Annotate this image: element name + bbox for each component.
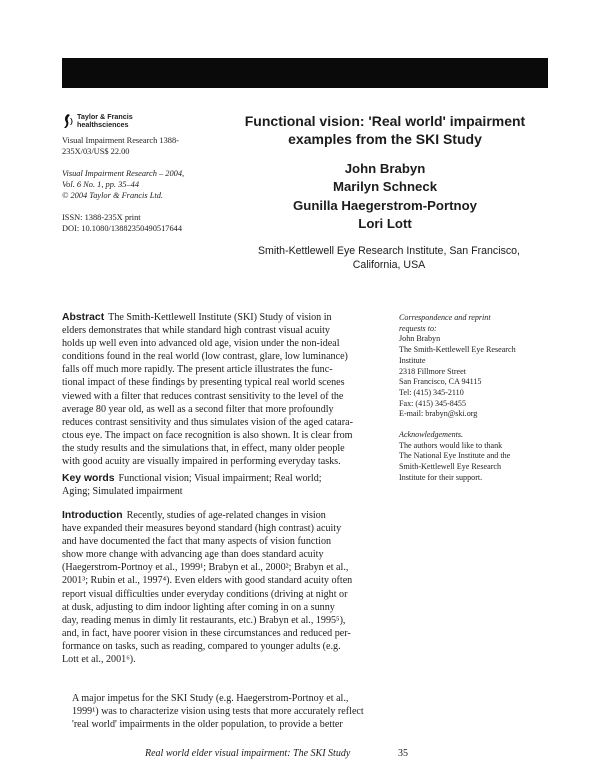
publisher-name: Taylor & Francis bbox=[77, 112, 133, 121]
author: Marilyn Schneck bbox=[332, 179, 438, 195]
journal-code-line: 235X/03/US$ 22.00 bbox=[62, 147, 130, 156]
citation-line: Vol. 6 No. 1, pp. 35–44 bbox=[62, 180, 140, 189]
address-line: John Brabyn bbox=[399, 334, 441, 344]
citation-line: Visual Impairment Research – 2004, bbox=[62, 169, 185, 178]
address-line: Fax: (415) 345-8455 bbox=[399, 398, 466, 408]
header-black-bar bbox=[62, 58, 548, 88]
address-line: San Francisco, CA 94115 bbox=[399, 377, 482, 387]
issn: ISSN: 1388-235X print bbox=[62, 213, 141, 222]
title-line: Functional vision: 'Real world' impairment bbox=[244, 113, 526, 129]
email-line: E-mail: brabyn@ski.org bbox=[399, 409, 478, 419]
acknowledgements-line: The National Eye Institute and the bbox=[399, 451, 511, 461]
title-line: examples from the SKI Study bbox=[288, 131, 482, 147]
taylor-francis-logo-icon bbox=[62, 113, 74, 129]
correspondence-label: requests to: bbox=[399, 323, 437, 333]
affiliation bbox=[240, 245, 538, 272]
author: John Brabyn bbox=[344, 161, 426, 176]
introduction-paragraph-2: A major impetus for the SKI Study (e.g. Haegerstrom-Portnoy et al., 1999¹) was to characterize vision using tests that more accurately reflect 'real world' impairments in the older population, to provide a better bbox=[72, 693, 364, 731]
abstract-heading: Abstract bbox=[62, 312, 105, 323]
publisher-info bbox=[62, 113, 212, 234]
publisher-logo bbox=[62, 113, 212, 129]
address-line: 2318 Fillmore Street bbox=[399, 366, 466, 376]
citation-line: © 2004 Taylor & Francis Ltd. bbox=[62, 191, 163, 200]
doi: DOI: 10.1080/13882350490517644 bbox=[62, 224, 183, 233]
keywords-heading: Key words bbox=[62, 473, 115, 484]
running-footer: Real world elder visual impairment: The SKI Study bbox=[145, 748, 351, 759]
abstract: Abstract The Smith-Kettlewell Institute (SKI) Study of vision in elders demonstrates that while standard high contrast visual acuity holds up well even into advanced old age, vision under the non-ideal conditions found in the real world (low contrast, glare, low luminance) falls off much more rapidly. The present article illustrates the func- tional impact of these findings by presenting typical real world scenes viewed with a filter that reduces contrast sensitivity to the level of the average 80 year old, as well as a second filter that more profoundly reduces contrast sensitivity and thus simulates vision of the aged catara- ctous eye. The impact on face recognition is also shown. It is clear from the study results and the simulations that, in effect, many older people with good acuity are visually impaired in performing everyday tasks. bbox=[62, 312, 353, 468]
affiliation-line: California, USA bbox=[352, 258, 426, 271]
author: Lori Lott bbox=[358, 215, 412, 231]
address-line: The Smith-Kettlewell Eye Research bbox=[399, 345, 516, 355]
keywords: Key words Functional vision; Visual impairment; Real world; Aging; Simulated impairment bbox=[62, 473, 322, 498]
journal-code-line: Visual Impairment Research 1388- bbox=[62, 136, 179, 145]
publisher-division: healthsciences bbox=[77, 120, 129, 129]
author-list bbox=[225, 160, 545, 233]
acknowledgements-line: Institute for their support. bbox=[399, 472, 483, 482]
acknowledgements-line: The authors would like to thank bbox=[399, 440, 503, 450]
introduction: Introduction Recently, studies of age-related changes in vision have expanded their measures beyond standard (high contrast) acuity and have documented the fact that many aspects of vision function show more change with advancing age than does standard acuity (Haegerstrom-Portnoy et al., 1999¹; Brabyn et al., 2000²; Brabyn et al., 2001³; Rubin et al., 1997⁴). Even elders with good standard acuity often report visual difficulties under everyday conditions (driving at night or at dusk, adjusting to dim indoor lighting after coming in on a sunny day, reading menus in dimly lit restaurants, etc.) Brabyn et al., 1995⁵), and, in fact, have poorer vision in these circumstances and reduced per- formance on tasks, such as reading, compared to younger adults (e.g. Lott et al., 2001⁶). bbox=[62, 510, 353, 666]
page-number: 35 bbox=[398, 748, 408, 759]
affiliation-line: Smith-Kettlewell Eye Research Institute, San Francisco, bbox=[257, 245, 520, 257]
address-line: Tel: (415) 345-2110 bbox=[399, 387, 464, 397]
article-title bbox=[225, 112, 545, 148]
correspondence-sidebar bbox=[399, 313, 549, 484]
address-line: Institute bbox=[399, 355, 426, 365]
introduction-heading: Introduction bbox=[62, 510, 123, 521]
acknowledgements-heading: Acknowledgements. bbox=[399, 430, 464, 440]
author: Gunilla Haegerstrom-Portnoy bbox=[293, 197, 477, 213]
acknowledgements-line: Smith-Kettlewell Eye Research bbox=[399, 462, 502, 472]
correspondence-label: Correspondence and reprint bbox=[399, 313, 491, 322]
